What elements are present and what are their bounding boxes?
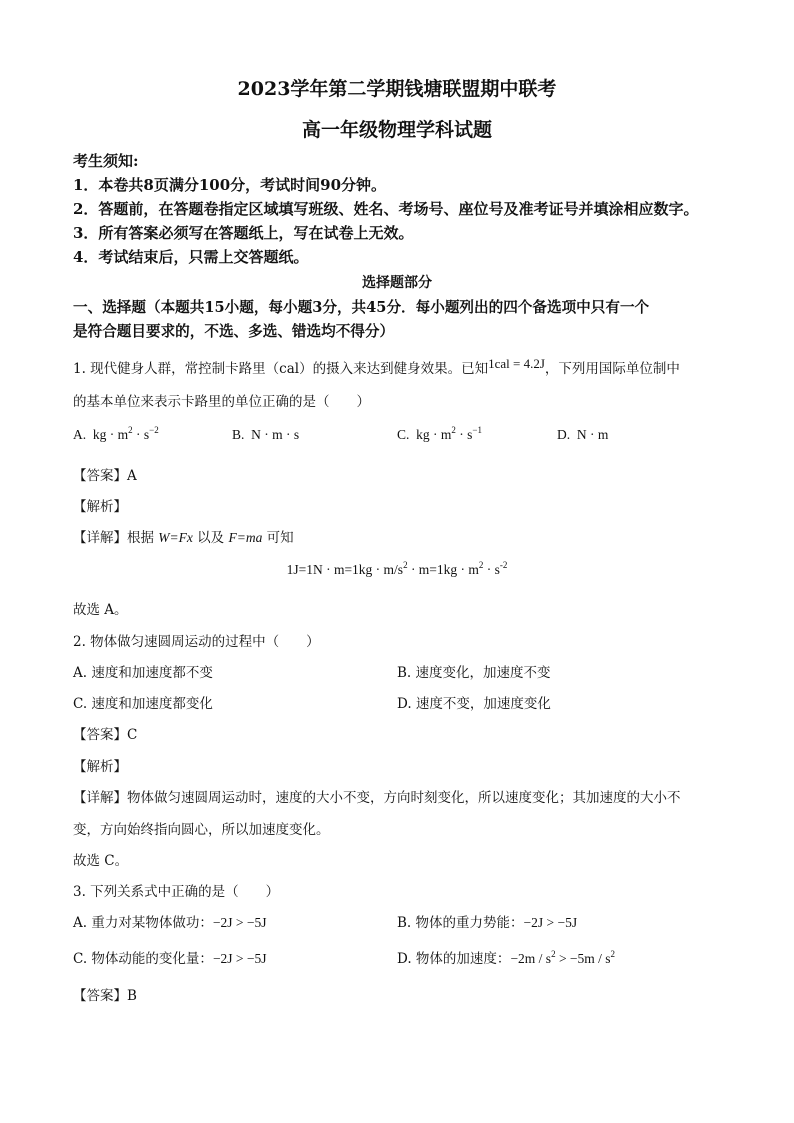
part-title: 选择题部分: [362, 275, 432, 291]
q2-option-b: B. 速度变化，加速度不变: [397, 665, 551, 681]
section-heading-line2: 是符合题目要求的，不选、多选、错选均不得分）: [73, 323, 395, 340]
q2-analysis: 【解析】: [73, 759, 127, 775]
exam-subtitle: 高一年级物理学科试题: [301, 119, 492, 141]
q1-stem-line2: 的基本单位来表示卡路里的单位正确的是（ ）: [73, 394, 370, 410]
q1-stem-a: 1. 现代健身人群，常控制卡路里（cal）的摄入来达到健身效果。已知: [73, 361, 489, 377]
notice-item-4: 4．考试结束后，只需上交答题纸。: [73, 248, 309, 266]
q2-option-c: C. 速度和加速度都变化: [73, 696, 213, 712]
q1-option-d: D. N · m: [557, 427, 609, 442]
notice-item-2: 2．答题前，在答题卷指定区域填写班级、姓名、考场号、座位号及准考证号并填涂相应数字。: [73, 200, 699, 218]
q1-option-a: A. kg · $m^2 \cdot s^{-2}$: [73, 425, 159, 442]
q2-detail-line1: 【详解】物体做匀速圆周运动时，速度的大小不变，方向时刻变化，所以速度变化；其加速度的大小不: [73, 790, 681, 806]
q3-option-a: A. 重力对某物体做功：−2J > −5J: [73, 915, 267, 931]
q3-option-b: B. 物体的重力势能：−2J > −5J: [397, 915, 578, 931]
q3-option-c: C. 物体动能的变化量：−2J > −5J: [73, 951, 267, 967]
q1-stem-formula: 1cal = 4.2J: [488, 356, 545, 371]
notice-item-1: 1．本卷共8页满分100分，考试时间90分钟。: [73, 176, 387, 194]
q1-analysis: 【解析】: [73, 499, 127, 515]
q1-option-b: B. N · m · s: [232, 427, 300, 442]
q3-option-d: D. 物体的加速度：$-2m / s^2 > -5m / s^2$: [397, 949, 616, 967]
q2-detail-line2: 变，方向始终指向圆心，所以加速度变化。: [73, 822, 330, 838]
q1-detail: 【详解】根据 W=Fx 以及 F=ma 可知: [73, 530, 294, 546]
exam-title: 2023学年第二学期钱塘联盟期中联考: [237, 78, 557, 100]
section-heading-line1: 一、选择题（本题共15小题，每小题3分，共45分．每小题列出的四个备选项中只有一个: [73, 299, 650, 316]
q1-answer: 【答案】A: [73, 468, 137, 484]
q1-equation: $1J=1N \cdot m=1kg \cdot m/s^2 \cdot m=1kg \cdot m^2 \cdot s^{-2}$: [286, 560, 508, 577]
q1-option-c: C. kg · $m^2 \cdot s^{-1}$: [397, 425, 482, 442]
q2-option-d: D. 速度不变，加速度变化: [397, 696, 551, 712]
notice-heading: 考生须知:: [73, 152, 139, 170]
notice-item-3: 3．所有答案必须写在答题纸上，写在试卷上无效。: [73, 224, 414, 242]
q2-stem: 2. 物体做匀速圆周运动的过程中（ ）: [73, 634, 320, 650]
q3-stem: 3. 下列关系式中正确的是（ ）: [73, 884, 280, 900]
q2-answer: 【答案】C: [73, 727, 138, 743]
q3-answer: 【答案】B: [73, 988, 137, 1004]
q1-stem-line1: [73, 357, 680, 377]
q1-stem-b: ，下列用国际单位制中: [544, 361, 680, 377]
q1-conclusion: 故选 A。: [73, 602, 128, 618]
q2-conclusion: 故选 C。: [73, 853, 129, 869]
q2-option-a: A. 速度和加速度都不变: [73, 665, 213, 681]
